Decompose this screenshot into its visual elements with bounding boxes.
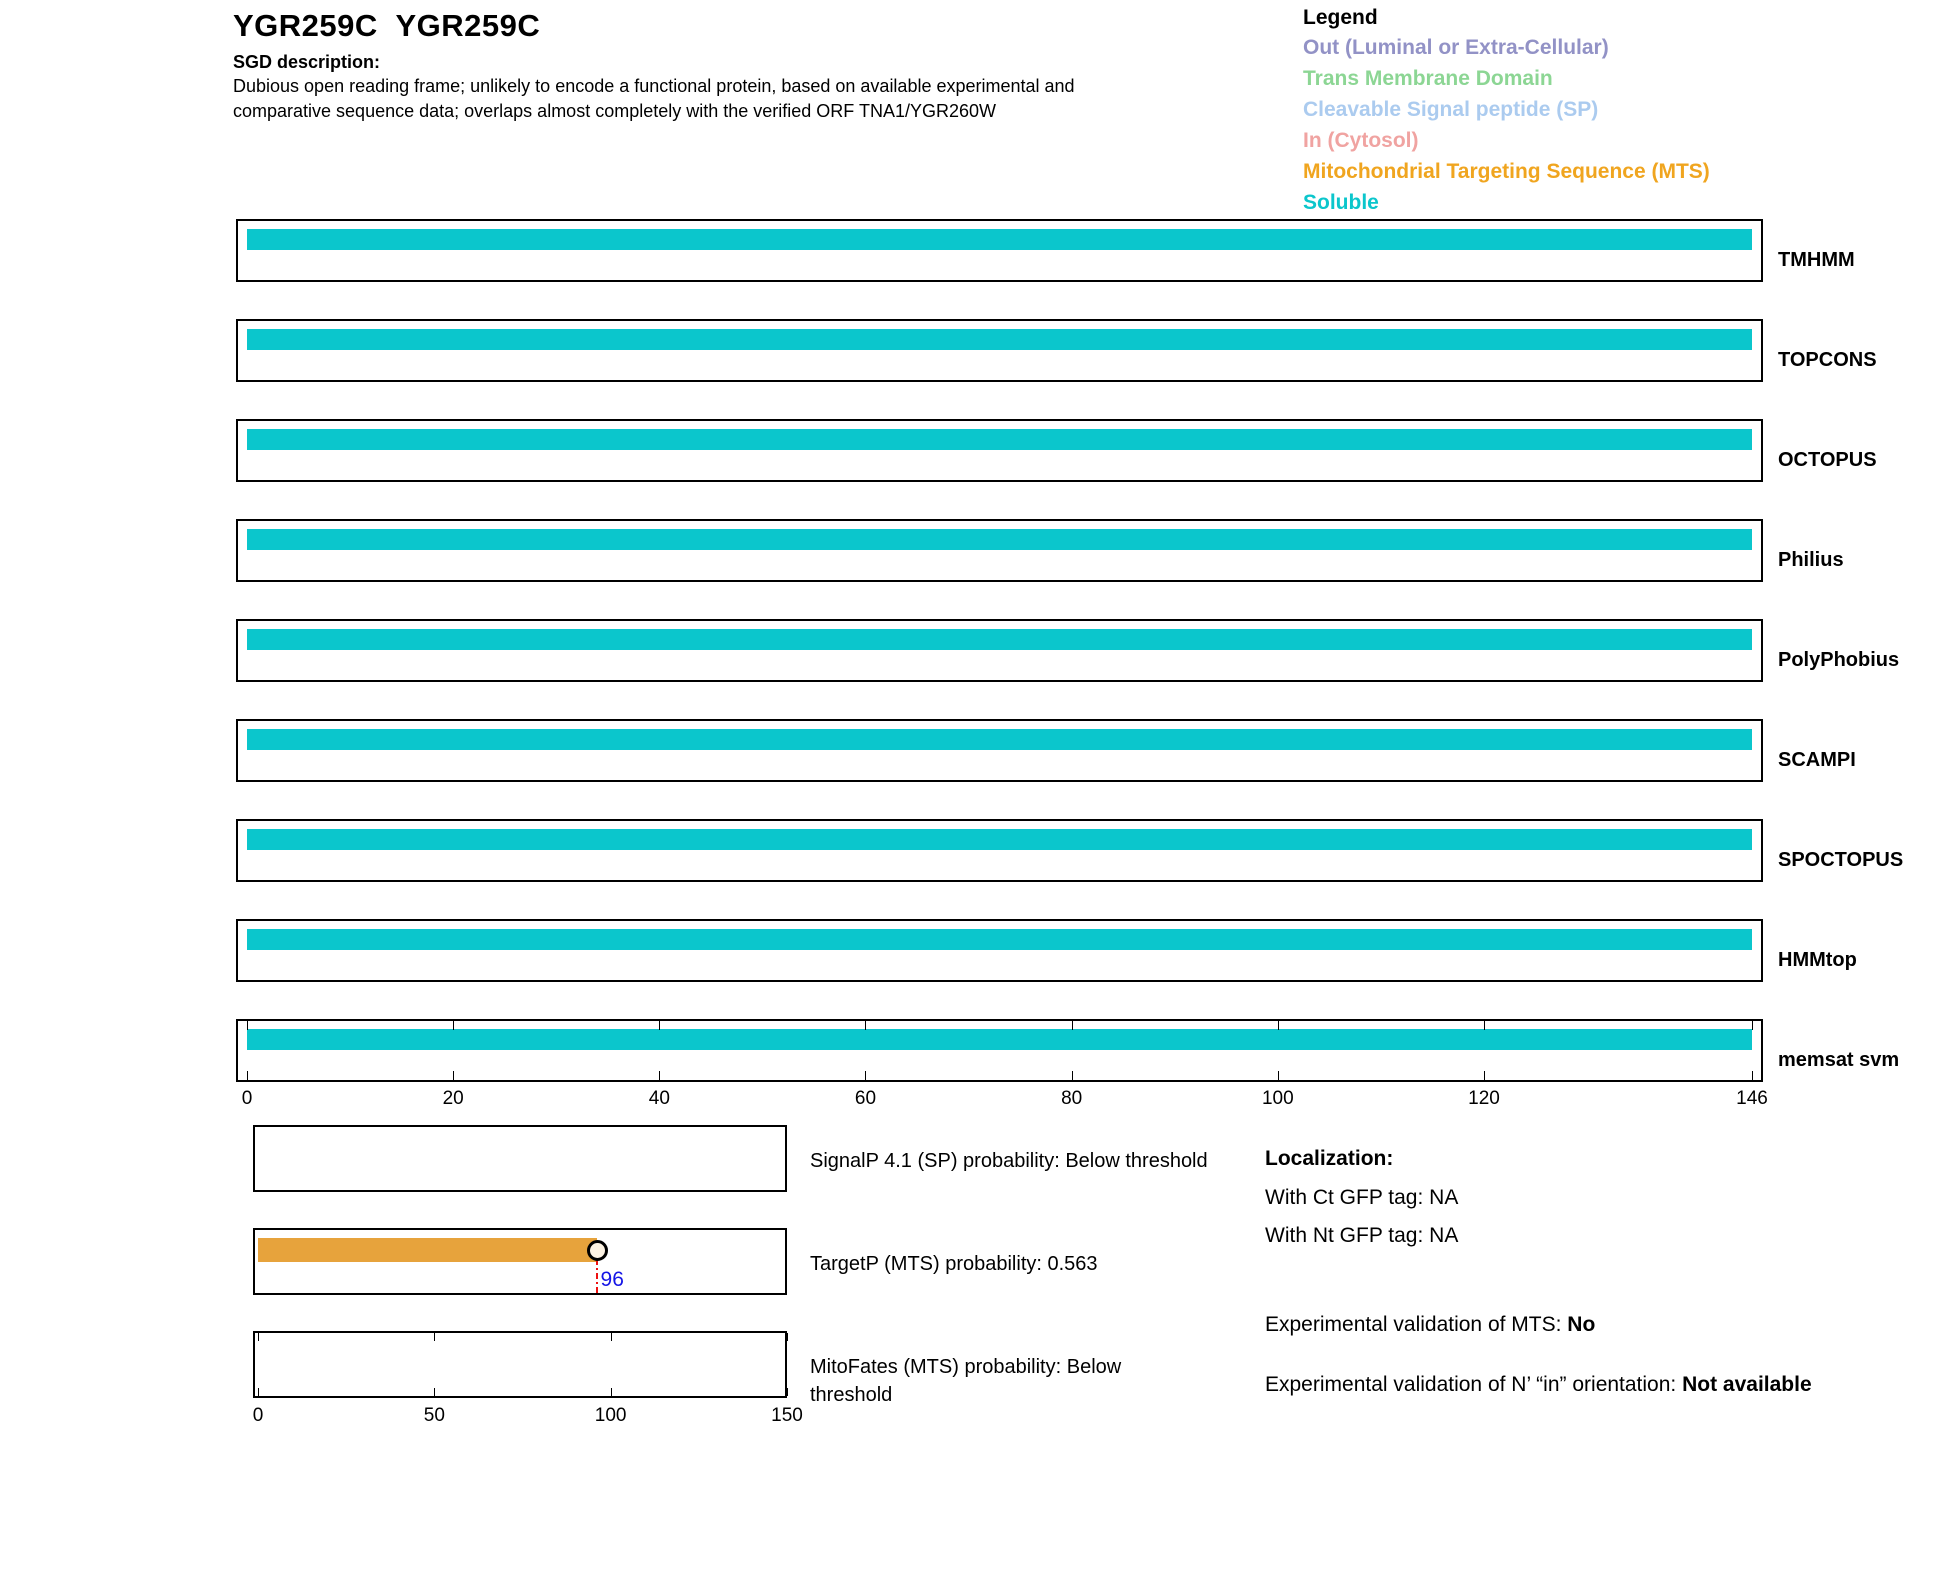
axis-tick-label-20: 20 (442, 1088, 464, 1109)
sgd-description-label: SGD description: (233, 52, 381, 72)
localization-ct-gfp: With Ct GFP tag: NA (1265, 1186, 1459, 1209)
axis-tick-top-80 (1072, 1021, 1073, 1030)
track-label-polyphobius: PolyPhobius (1778, 649, 1900, 671)
axis-tick-top-0 (247, 1021, 248, 1030)
track-segment-soluble-hmmtop (247, 929, 1752, 950)
track-segment-soluble-tmhmm (247, 229, 1752, 250)
prob-axis-tick-label-0: 0 (252, 1405, 264, 1426)
axis-tick-label-80: 80 (1061, 1088, 1083, 1109)
sgd-description-line2: comparative sequence data; overlaps almost completely with the verified ORF TNA1/YGR260W (233, 101, 997, 121)
sgd-description-line1: Dubious open reading frame; unlikely to encode a functional protein, based on available experimental and (233, 76, 1075, 96)
axis-tick-label-120: 120 (1468, 1088, 1500, 1109)
cleavage-marker-circle-targetp-mts (587, 1240, 608, 1261)
legend-entry-out-luminal-or-extra-cellular: Out (Luminal or Extra-Cellular) (1303, 36, 1609, 59)
track-segment-soluble-topcons (247, 329, 1752, 350)
track-segment-soluble-spoctopus (247, 829, 1752, 850)
probability-box-mitofates-mts (253, 1331, 787, 1398)
legend-title: Legend (1303, 6, 1378, 29)
legend-entry-cleavable-signal-peptide-sp: Cleavable Signal peptide (SP) (1303, 98, 1599, 121)
axis-tick-bottom-80 (1072, 1071, 1073, 1080)
track-label-philius: Philius (1778, 549, 1844, 571)
localization-title: Localization: (1265, 1147, 1394, 1170)
axis-tick-bottom-20 (453, 1071, 454, 1080)
axis-tick-bottom-100 (1278, 1071, 1279, 1080)
prob-axis-tick-bottom-150 (787, 1388, 788, 1396)
axis-tick-bottom-40 (659, 1071, 660, 1080)
localization-nt-gfp: With Nt GFP tag: NA (1265, 1224, 1459, 1247)
legend-entry-trans-membrane-domain: Trans Membrane Domain (1303, 67, 1553, 90)
probability-label-targetp-mts: TargetP (MTS) probability: 0.563 (810, 1253, 1098, 1275)
track-label-scampi: SCAMPI (1778, 749, 1856, 771)
prob-axis-tick-top-50 (434, 1333, 435, 1341)
orientation-validation-line (1265, 1368, 1817, 1401)
axis-tick-top-100 (1278, 1021, 1279, 1030)
track-label-hmmtop: HMMtop (1778, 949, 1857, 971)
track-label-memsat-svm: memsat svm (1778, 1049, 1900, 1071)
orientation-validation-value: Not available (1682, 1373, 1812, 1396)
axis-tick-top-60 (865, 1021, 866, 1030)
prob-axis-tick-top-150 (787, 1333, 788, 1341)
legend-entry-soluble: Soluble (1303, 191, 1379, 214)
axis-tick-bottom-0 (247, 1071, 248, 1080)
axis-tick-label-100: 100 (1261, 1088, 1294, 1109)
prob-axis-tick-bottom-100 (611, 1388, 612, 1396)
orientation-validation-prefix: Experimental validation of N’ “in” orientation: (1265, 1373, 1683, 1396)
axis-tick-bottom-120 (1484, 1071, 1485, 1080)
probability-label-mitofates-mts: MitoFates (MTS) probability: Below threshold (810, 1356, 1122, 1406)
axis-tick-top-146 (1752, 1021, 1753, 1030)
legend (1303, 6, 1773, 221)
legend-entry-mitochondrial-targeting-sequence-mts: Mitochondrial Targeting Sequence (MTS) (1303, 160, 1710, 183)
axis-tick-label-0: 0 (241, 1088, 253, 1109)
track-segment-soluble-octopus (247, 429, 1752, 450)
track-segment-soluble-philius (247, 529, 1752, 550)
track-segment-soluble-scampi (247, 729, 1752, 750)
prob-axis-tick-bottom-0 (258, 1388, 259, 1396)
axis-tick-bottom-60 (865, 1071, 866, 1080)
prob-axis-tick-bottom-50 (434, 1388, 435, 1396)
mts-validation-prefix: Experimental validation of MTS: (1265, 1313, 1568, 1336)
mts-validation-line (1265, 1308, 1825, 1341)
track-segment-soluble-memsat-svm (247, 1029, 1752, 1050)
mts-validation-value: No (1567, 1313, 1596, 1336)
mts-probability-bar-targetp-mts (258, 1238, 597, 1262)
legend-entry-in-cytosol: In (Cytosol) (1303, 129, 1419, 152)
axis-tick-label-40: 40 (648, 1088, 670, 1109)
track-segment-soluble-polyphobius (247, 629, 1752, 650)
axis-tick-bottom-146 (1752, 1071, 1753, 1080)
cleavage-position-label-targetp-mts: 96 (600, 1268, 624, 1291)
track-label-spoctopus: SPOCTOPUS (1778, 849, 1904, 871)
axis-tick-top-120 (1484, 1021, 1485, 1030)
page-title: YGR259C YGR259C (233, 8, 541, 43)
axis-tick-top-20 (453, 1021, 454, 1030)
prob-axis-tick-label-50: 50 (423, 1405, 445, 1426)
prob-axis-tick-top-0 (258, 1333, 259, 1341)
probability-label-signalp-4-1-sp: SignalP 4.1 (SP) probability: Below threshold (810, 1150, 1208, 1172)
axis-tick-top-40 (659, 1021, 660, 1030)
prob-axis-tick-label-100: 100 (594, 1405, 627, 1426)
prob-axis-tick-top-100 (611, 1333, 612, 1341)
track-label-octopus: OCTOPUS (1778, 449, 1877, 471)
track-label-topcons: TOPCONS (1778, 349, 1877, 371)
track-label-tmhmm: TMHMM (1778, 249, 1855, 271)
probability-box-signalp-4-1-sp (253, 1125, 787, 1192)
cleavage-marker-line-targetp-mts (596, 1259, 598, 1293)
prob-axis-tick-label-150: 150 (771, 1405, 803, 1426)
axis-tick-label-60: 60 (854, 1088, 877, 1109)
axis-tick-label-146: 146 (1736, 1088, 1768, 1109)
